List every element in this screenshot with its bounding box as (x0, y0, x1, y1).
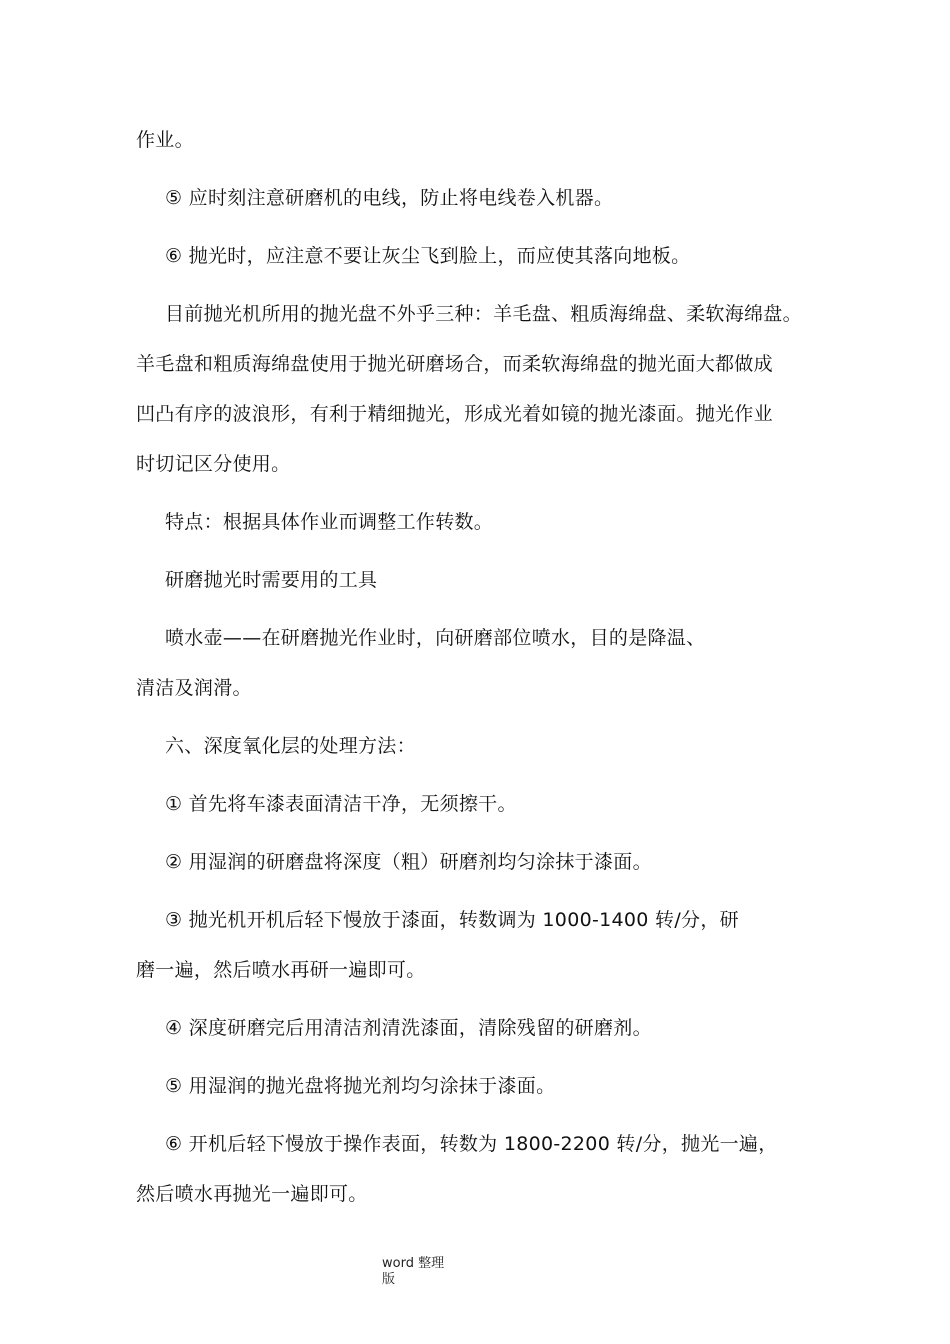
text-line: ③ 抛光机开机后轻下慢放于漆面，转数调为 1000-1400 转/分，研 (165, 909, 739, 931)
text-line: 特点：根据具体作业而调整工作转数。 (165, 511, 494, 533)
text-line: 凹凸有序的波浪形，有利于精细抛光，形成光着如镜的抛光漆面。抛光作业 (136, 403, 773, 425)
text-line: ① 首先将车漆表面清洁干净，无须擦干。 (165, 793, 517, 815)
text-line: ⑥ 开机后轻下慢放于操作表面，转数为 1800-2200 转/分，抛光一遍， (165, 1133, 778, 1155)
text-line: 目前抛光机所用的抛光盘不外乎三种：羊毛盘、粗质海绵盘、柔软海绵盘。 (165, 303, 802, 325)
text-line: ⑥ 抛光时，应注意不要让灰尘飞到脸上，而应使其落向地板。 (165, 245, 691, 267)
text-line: 时切记区分使用。 (136, 453, 291, 475)
text-line: 作业。 (136, 129, 194, 151)
text-line: 喷水壶——在研磨抛光作业时，向研磨部位喷水，目的是降温、 (165, 627, 706, 649)
text-line: ④ 深度研磨完后用清洁剂清洗漆面，清除残留的研磨剂。 (165, 1017, 652, 1039)
section-heading: 六、深度氧化层的处理方法： (165, 735, 416, 757)
page-footer: word 整理版 (382, 1256, 445, 1287)
text-line: 羊毛盘和粗质海绵盘使用于抛光研磨场合，而柔软海绵盘的抛光面大都做成 (136, 353, 773, 375)
text-line: 清洁及润滑。 (136, 677, 252, 699)
text-line: ⑤ 用湿润的抛光盘将抛光剂均匀涂抹于漆面。 (165, 1075, 556, 1097)
text-line: ② 用湿润的研磨盘将深度（粗）研磨剂均匀涂抹于漆面。 (165, 851, 652, 873)
text-line: ⑤ 应时刻注意研磨机的电线，防止将电线卷入机器。 (165, 187, 614, 209)
text-line: 磨一遍，然后喷水再研一遍即可。 (136, 959, 426, 981)
text-line: 然后喷水再抛光一遍即可。 (136, 1183, 368, 1205)
text-line: 研磨抛光时需要用的工具 (165, 569, 378, 591)
